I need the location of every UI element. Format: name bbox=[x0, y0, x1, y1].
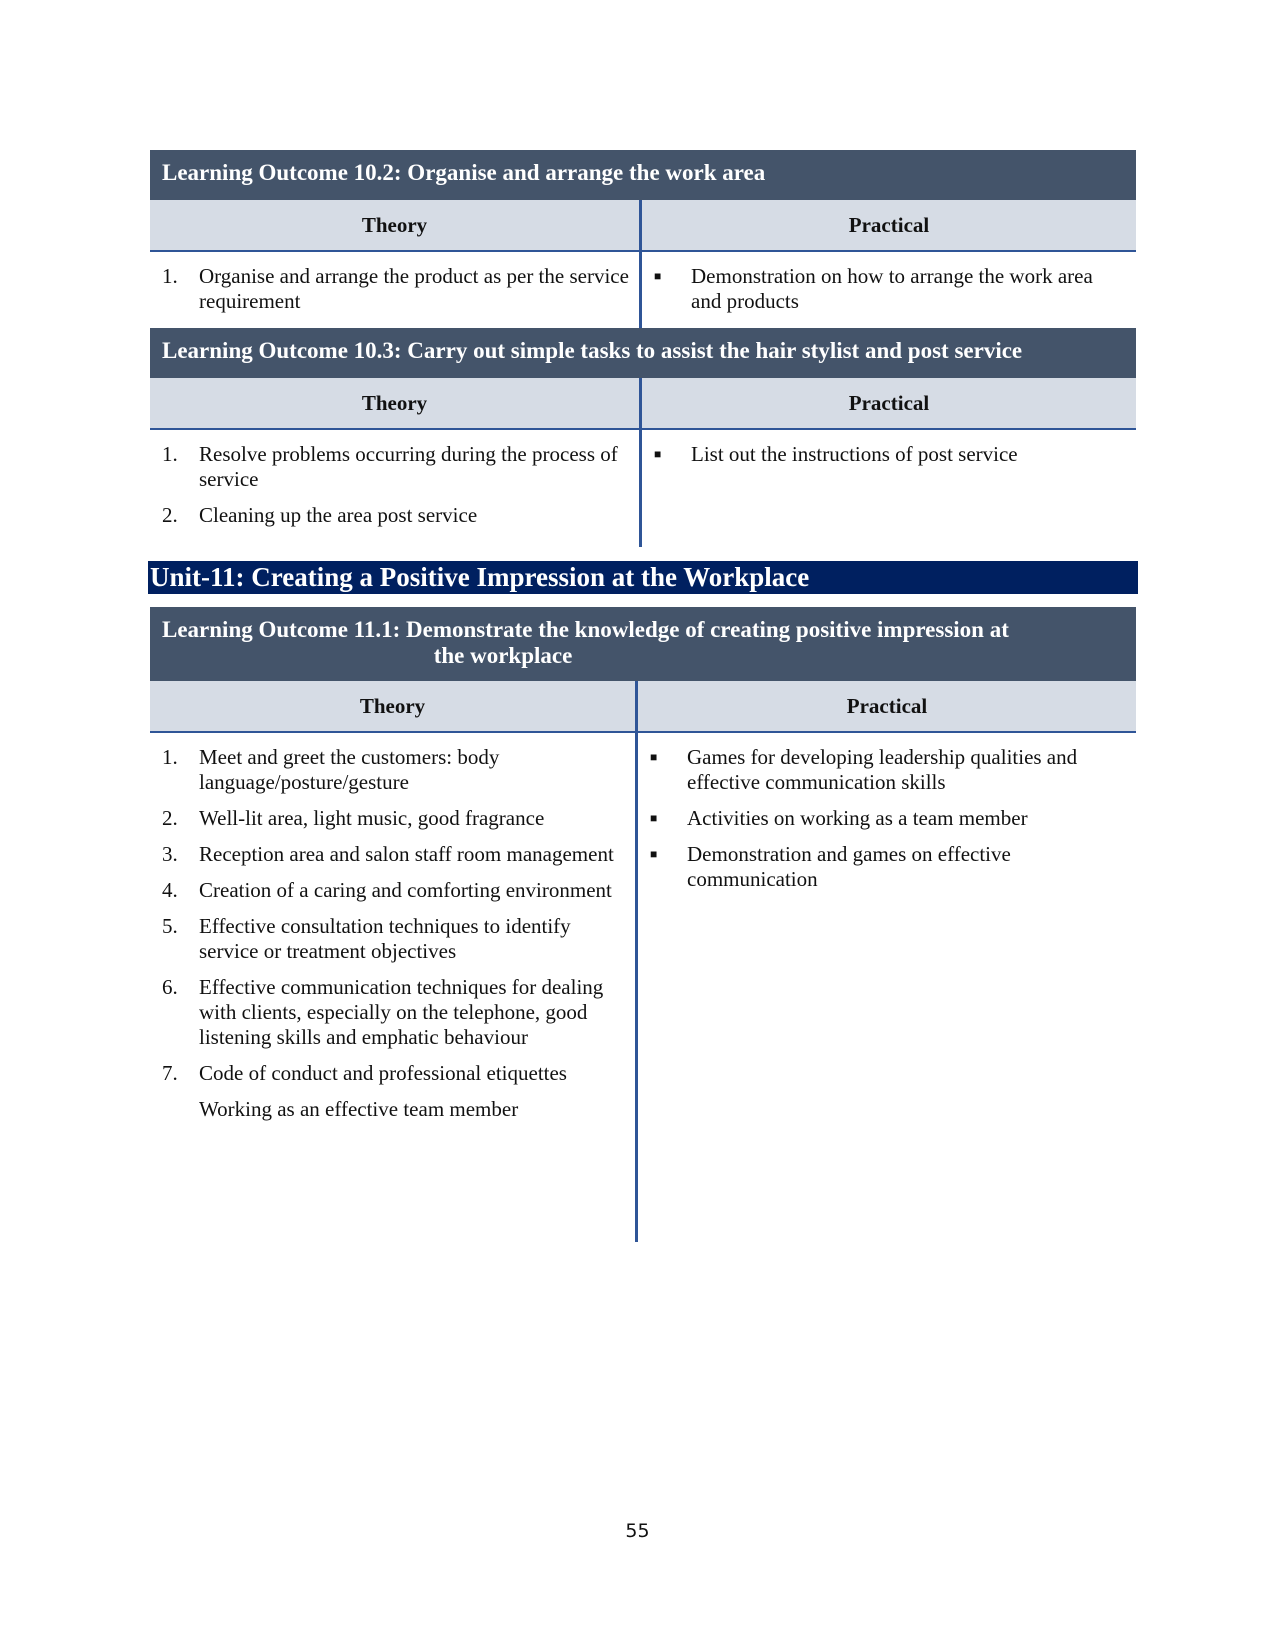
item-number: 1. bbox=[162, 745, 178, 769]
list-item bbox=[654, 442, 1128, 467]
item-number: 5. bbox=[162, 914, 178, 938]
list-item bbox=[162, 264, 631, 314]
lo-10-3-table bbox=[150, 328, 1136, 547]
bullet-icon: ■ bbox=[654, 447, 662, 461]
page-number: 55 bbox=[625, 1520, 650, 1542]
bullet-icon: ■ bbox=[650, 847, 658, 861]
lo-10-2-column-headers bbox=[150, 200, 1136, 252]
practical-header: Practical bbox=[848, 212, 930, 237]
list-item bbox=[162, 914, 627, 964]
item-text: Demonstration and games on effective communication bbox=[687, 842, 1011, 891]
lo-10-3-column-headers bbox=[150, 378, 1136, 430]
list-item bbox=[162, 1097, 627, 1122]
bullet-icon: ■ bbox=[654, 269, 662, 283]
list-item bbox=[162, 442, 631, 492]
list-item bbox=[162, 878, 627, 903]
list-item bbox=[162, 1061, 627, 1086]
item-number: 4. bbox=[162, 878, 178, 902]
lo-10-3-theory-list bbox=[150, 430, 642, 547]
item-text: Creation of a caring and comforting environment bbox=[199, 878, 612, 902]
item-text: Resolve problems occurring during the process of service bbox=[199, 442, 618, 491]
lo-11-1-header-line1: Learning Outcome 11.1: Demonstrate the knowledge of creating positive impression at bbox=[162, 617, 1009, 642]
lo-10-3-practical-list bbox=[642, 430, 1136, 547]
item-text: Games for developing leadership qualities and effective communication skills bbox=[687, 745, 1078, 794]
list-item bbox=[162, 975, 627, 1050]
list-item bbox=[162, 806, 627, 831]
item-text: Demonstration on how to arrange the work area and products bbox=[691, 264, 1093, 313]
lo-11-1-table bbox=[150, 607, 1136, 1242]
item-text: Working as an effective team member bbox=[199, 1097, 519, 1121]
theory-header: Theory bbox=[150, 378, 642, 428]
unit-11-title: Unit-11: Creating a Positive Impression at the Workplace bbox=[148, 561, 1138, 594]
theory-header: Theory bbox=[150, 200, 642, 250]
lo-10-3-header: Learning Outcome 10.3: Carry out simple tasks to assist the hair stylist and post service bbox=[150, 328, 1136, 378]
item-text: Meet and greet the customers: body language/posture/gesture bbox=[199, 745, 500, 794]
item-text: Reception area and salon staff room management bbox=[199, 842, 614, 866]
list-item bbox=[162, 745, 627, 795]
item-text: Effective consultation techniques to identify service or treatment objectives bbox=[199, 914, 571, 963]
item-number: 3. bbox=[162, 842, 178, 866]
lo-11-1-body bbox=[150, 733, 1136, 1242]
list-item bbox=[650, 806, 1128, 831]
item-number: 6. bbox=[162, 975, 178, 999]
lo-10-2-body bbox=[150, 252, 1136, 328]
item-number: 1. bbox=[162, 442, 178, 466]
item-text: Code of conduct and professional etiquettes bbox=[199, 1061, 567, 1085]
item-text: Cleaning up the area post service bbox=[199, 503, 478, 527]
practical-header: Practical bbox=[846, 693, 928, 718]
lo-11-1-theory-list bbox=[150, 733, 638, 1242]
lo-10-2-practical-list bbox=[642, 252, 1136, 328]
list-item bbox=[654, 264, 1128, 314]
item-number: 7. bbox=[162, 1061, 178, 1085]
practical-header: Practical bbox=[848, 390, 930, 415]
item-text: Organise and arrange the product as per the service requirement bbox=[199, 264, 629, 313]
lo-10-2-theory-list bbox=[150, 252, 642, 328]
lo-11-1-header-line2: the workplace bbox=[433, 643, 573, 668]
bullet-icon: ■ bbox=[650, 750, 658, 764]
item-text: Effective communication techniques for dealing with clients, especially on the telephone, good listening skills and emphatic behaviour bbox=[199, 975, 604, 1049]
list-item bbox=[650, 745, 1128, 795]
item-text: Activities on working as a team member bbox=[687, 806, 1028, 830]
item-number: 2. bbox=[162, 503, 178, 527]
list-item bbox=[162, 842, 627, 867]
item-number: 1. bbox=[162, 264, 178, 288]
item-number: 2. bbox=[162, 806, 178, 830]
lo-10-2-header: Learning Outcome 10.2: Organise and arrange the work area bbox=[150, 150, 1136, 200]
item-text: List out the instructions of post service bbox=[691, 442, 1018, 466]
lo-11-1-practical-list bbox=[638, 733, 1136, 1242]
bullet-icon: ■ bbox=[650, 811, 658, 825]
list-item bbox=[162, 503, 631, 528]
list-item bbox=[650, 842, 1128, 892]
item-text: Well-lit area, light music, good fragrance bbox=[199, 806, 545, 830]
theory-header: Theory bbox=[150, 681, 638, 731]
item-number bbox=[162, 1097, 199, 1122]
lo-11-1-column-headers bbox=[150, 681, 1136, 733]
lo-11-1-header bbox=[150, 607, 1136, 681]
lo-10-3-body bbox=[150, 430, 1136, 547]
lo-10-2-table bbox=[150, 150, 1136, 328]
